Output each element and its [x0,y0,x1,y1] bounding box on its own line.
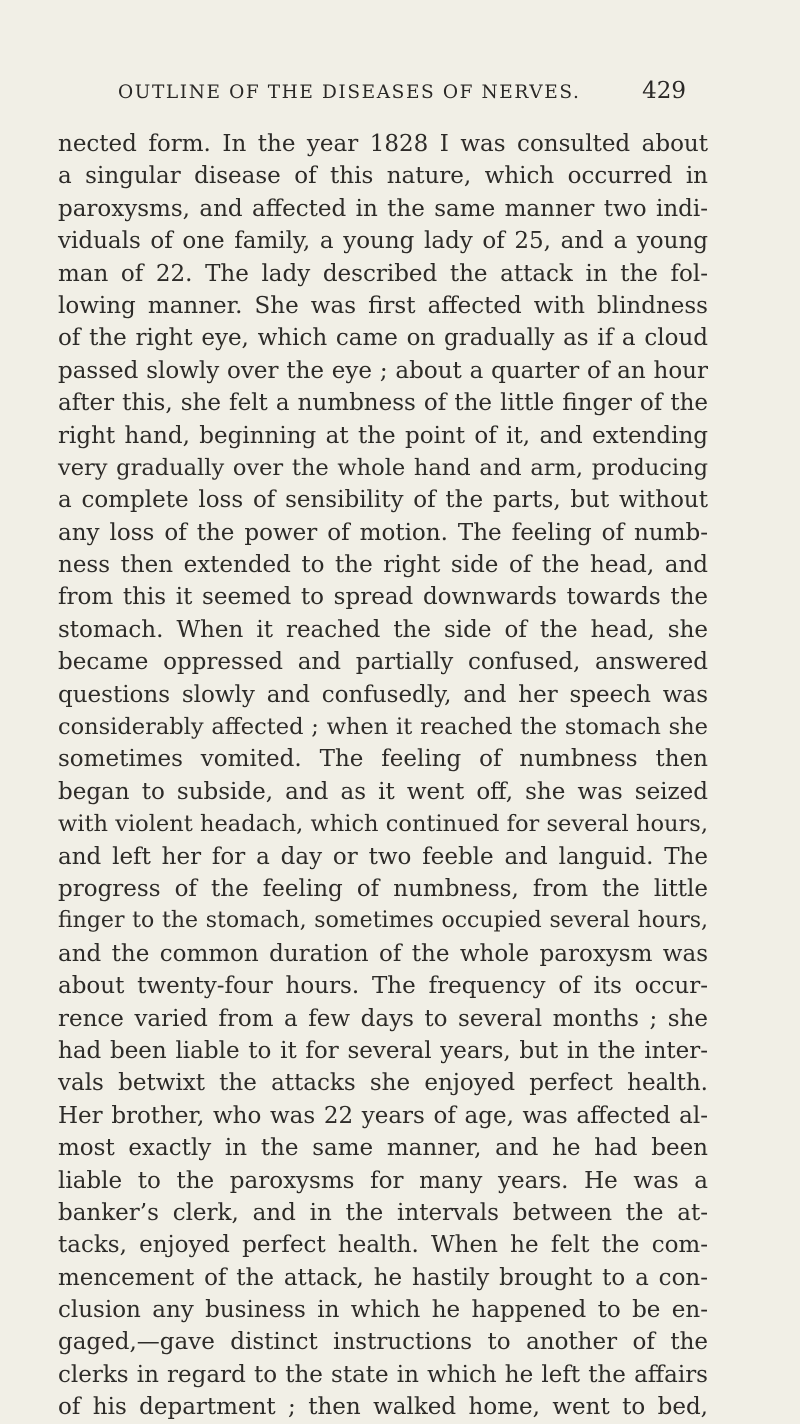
text-line: paroxysms, and affected in the same manner two indi- [58,195,708,222]
text-line: considerably affected ; when it reached the stomach she [58,714,708,741]
text-line: nected form. In the year 1828 I was consulted about [58,131,708,157]
text-line: very gradually over the whole hand and arm, producing [58,454,708,481]
text-line: became oppressed and partially confused, answered [58,649,708,676]
text-line: from this it seemed to spread downwards towards the [58,584,708,611]
text-line: stomach. When it reached the side of the head, she [58,616,708,643]
text-line: clusion any business in which he happened to be en- [58,1297,708,1324]
text-line: a singular disease of this nature, which occurred in [58,163,708,190]
text-line: gaged,—gave distinct instructions to another of the [58,1329,708,1356]
text-line: and the common duration of the whole paroxysm was [58,940,708,967]
text-line: rence varied from a few days to several months ; she [58,1005,708,1032]
text-line: mencement of the attack, he hastily brought to a con- [58,1264,708,1291]
text-line: and left her for a day or two feeble and languid. The [58,843,708,870]
running-title: OUTLINE OF THE DISEASES OF NERVES. [118,82,581,103]
text-line: most exactly in the same manner, and he had been [58,1135,708,1162]
running-head [118,78,686,108]
text-line: viduals of one family, a young lady of 25, and a young [58,228,708,255]
text-line: after this, she felt a numbness of the little finger of the [58,390,708,417]
text-line: with violent headach, which continued for several hours, [58,811,708,838]
page-number: 429 [642,78,686,104]
text-line: questions slowly and confusedly, and her speech was [58,681,708,708]
text-line: about twenty-four hours. The frequency of its occur- [58,973,708,1000]
text-line: passed slowly over the eye ; about a quarter of an hour [58,357,708,384]
text-line: tacks, enjoyed perfect health. When he felt the com- [58,1232,708,1259]
text-line: clerks in regard to the state in which he left the affairs [58,1361,708,1388]
text-line: banker’s clerk, and in the intervals between the at- [58,1199,708,1226]
text-line: liable to the paroxysms for many years. He was a [58,1167,708,1194]
text-line: of his department ; then walked home, went to bed, [58,1394,708,1421]
text-line: man of 22. The lady described the attack in the fol- [58,260,708,287]
text-line: any loss of the power of motion. The feeling of numb- [58,519,708,546]
text-line: had been liable to it for several years, but in the inter- [58,1037,708,1064]
text-line: a complete loss of sensibility of the parts, but without [58,487,708,514]
text-line: right hand, beginning at the point of it, and extending [58,422,708,449]
text-line: sometimes vomited. The feeling of numbness then [58,746,708,773]
text-line: lowing manner. She was first affected with blindness [58,292,708,319]
text-line: of the right eye, which came on gradually as if a cloud [58,325,708,352]
text-line: progress of the feeling of numbness, from the little [58,875,708,902]
body-text [58,128,708,1424]
text-line: vals betwixt the attacks she enjoyed perfect health. [58,1070,708,1097]
text-line: Her brother, who was 22 years of age, was affected al- [58,1102,708,1129]
text-line: began to subside, and as it went off, she was seized [58,778,708,805]
text-line: finger to the stomach, sometimes occupied several hours, [58,908,708,934]
text-line: ness then extended to the right side of the head, and [58,552,708,579]
